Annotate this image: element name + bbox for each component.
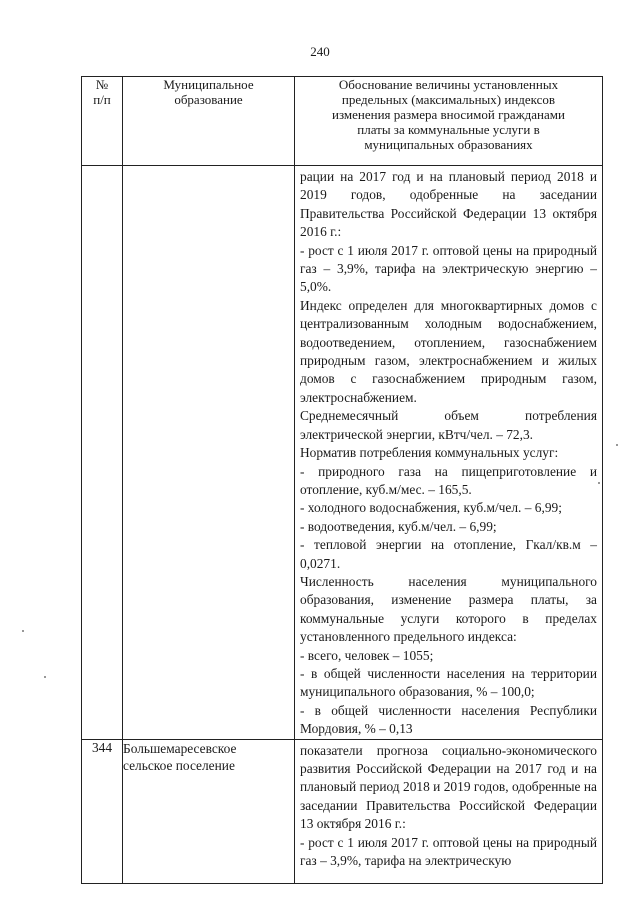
row2-municipality-cell [123, 739, 295, 883]
header-justification-line: Обоснование величины установленных [338, 77, 559, 92]
row1-municipality-cell [123, 166, 295, 740]
justification-paragraph: - тепловой энергии на отопление, Гкал/кв.м – 0,0271. [300, 537, 597, 571]
scan-speck [22, 630, 24, 632]
justification-paragraph: - водоотведения, куб.м/чел. – 6,99; [300, 518, 497, 534]
row2-number-cell: 344 [82, 739, 123, 883]
header-number [82, 77, 123, 166]
header-justification [295, 77, 603, 166]
justification-paragraph: - в общей численности населения на территории муниципального образования, % – 100,0; [300, 665, 597, 700]
table-row [82, 166, 603, 740]
header-number-line: п/п [93, 92, 111, 107]
scan-speck [44, 676, 46, 678]
header-number-line: № [95, 77, 109, 92]
row1-number-cell [82, 166, 123, 740]
header-municipality-line: образование [174, 92, 243, 107]
header-justification-line: предельных (максимальных) индексов [341, 92, 556, 107]
table-header-row [82, 77, 603, 166]
header-justification-line: платы за коммунальные услуги в [357, 122, 540, 137]
municipality-name-line: сельское поселение [123, 757, 235, 773]
justification-paragraph: - рост с 1 июля 2017 г. оптовой цены на природный газ – 3,9%, тарифа на электрическую [300, 834, 597, 869]
justification-paragraph: Среднемесячный объем потребления электрической энергии, кВтч/чел. – 72,3. [300, 408, 597, 442]
justification-paragraph: рации на 2017 год и на плановый период 2018 и 2019 годов, одобренные на заседании Правительства Российской Федерации 13 октября 2016 г.: [300, 169, 597, 240]
scan-speck [598, 482, 600, 484]
tariff-index-table [81, 76, 603, 884]
justification-paragraph: показатели прогноза социально-экономического развития Российской Федерации на 2017 год и на плановый период 2018 и 2019 годов, одобренные на заседании Правительства Российской Федерации 13 октября 2016 г.: [300, 742, 597, 832]
municipality-name-line: Большемаресевское [123, 740, 237, 756]
justification-paragraph: - рост с 1 июля 2017 г. оптовой цены на природный газ – 3,9%, тарифа на электрическую энергию – 5,0%. [300, 242, 597, 295]
justification-paragraph: - природного газа на пищеприготовление и отопление, куб.м/мес. – 165,5. [300, 463, 597, 497]
row2-justification-cell [295, 739, 603, 883]
justification-paragraph: - холодного водоснабжения, куб.м/чел. – 6,99; [300, 500, 562, 516]
justification-paragraph: Норматив потребления коммунальных услуг: [300, 445, 559, 461]
justification-paragraph: Индекс определен для многоквартирных домов с централизованным холодным водоснабжением, водоотведением, отоплением, газоснабжением природным газом, электроснабжением и жилых домов с газоснабжением природным газом, электроснабжением. [300, 297, 597, 405]
scan-speck [616, 444, 618, 446]
justification-paragraph: - всего, человек – 1055; [300, 647, 434, 663]
justification-paragraph: - в общей численности населения Республики Мордовия, % – 0,13 [300, 702, 597, 737]
header-justification-line: изменения размера вносимой гражданами [332, 107, 565, 122]
header-municipality-line: Муниципальное [163, 77, 254, 92]
row1-justification-cell [295, 166, 603, 740]
header-municipality [123, 77, 295, 166]
header-justification-line: муниципальных образованиях [364, 137, 533, 152]
table-row [82, 739, 603, 883]
page-number: 240 [310, 44, 330, 59]
justification-paragraph: Численность населения муниципального образования, изменение размера платы, за коммунальные услуги которого в пределах установленного предельного индекса: [300, 573, 597, 645]
